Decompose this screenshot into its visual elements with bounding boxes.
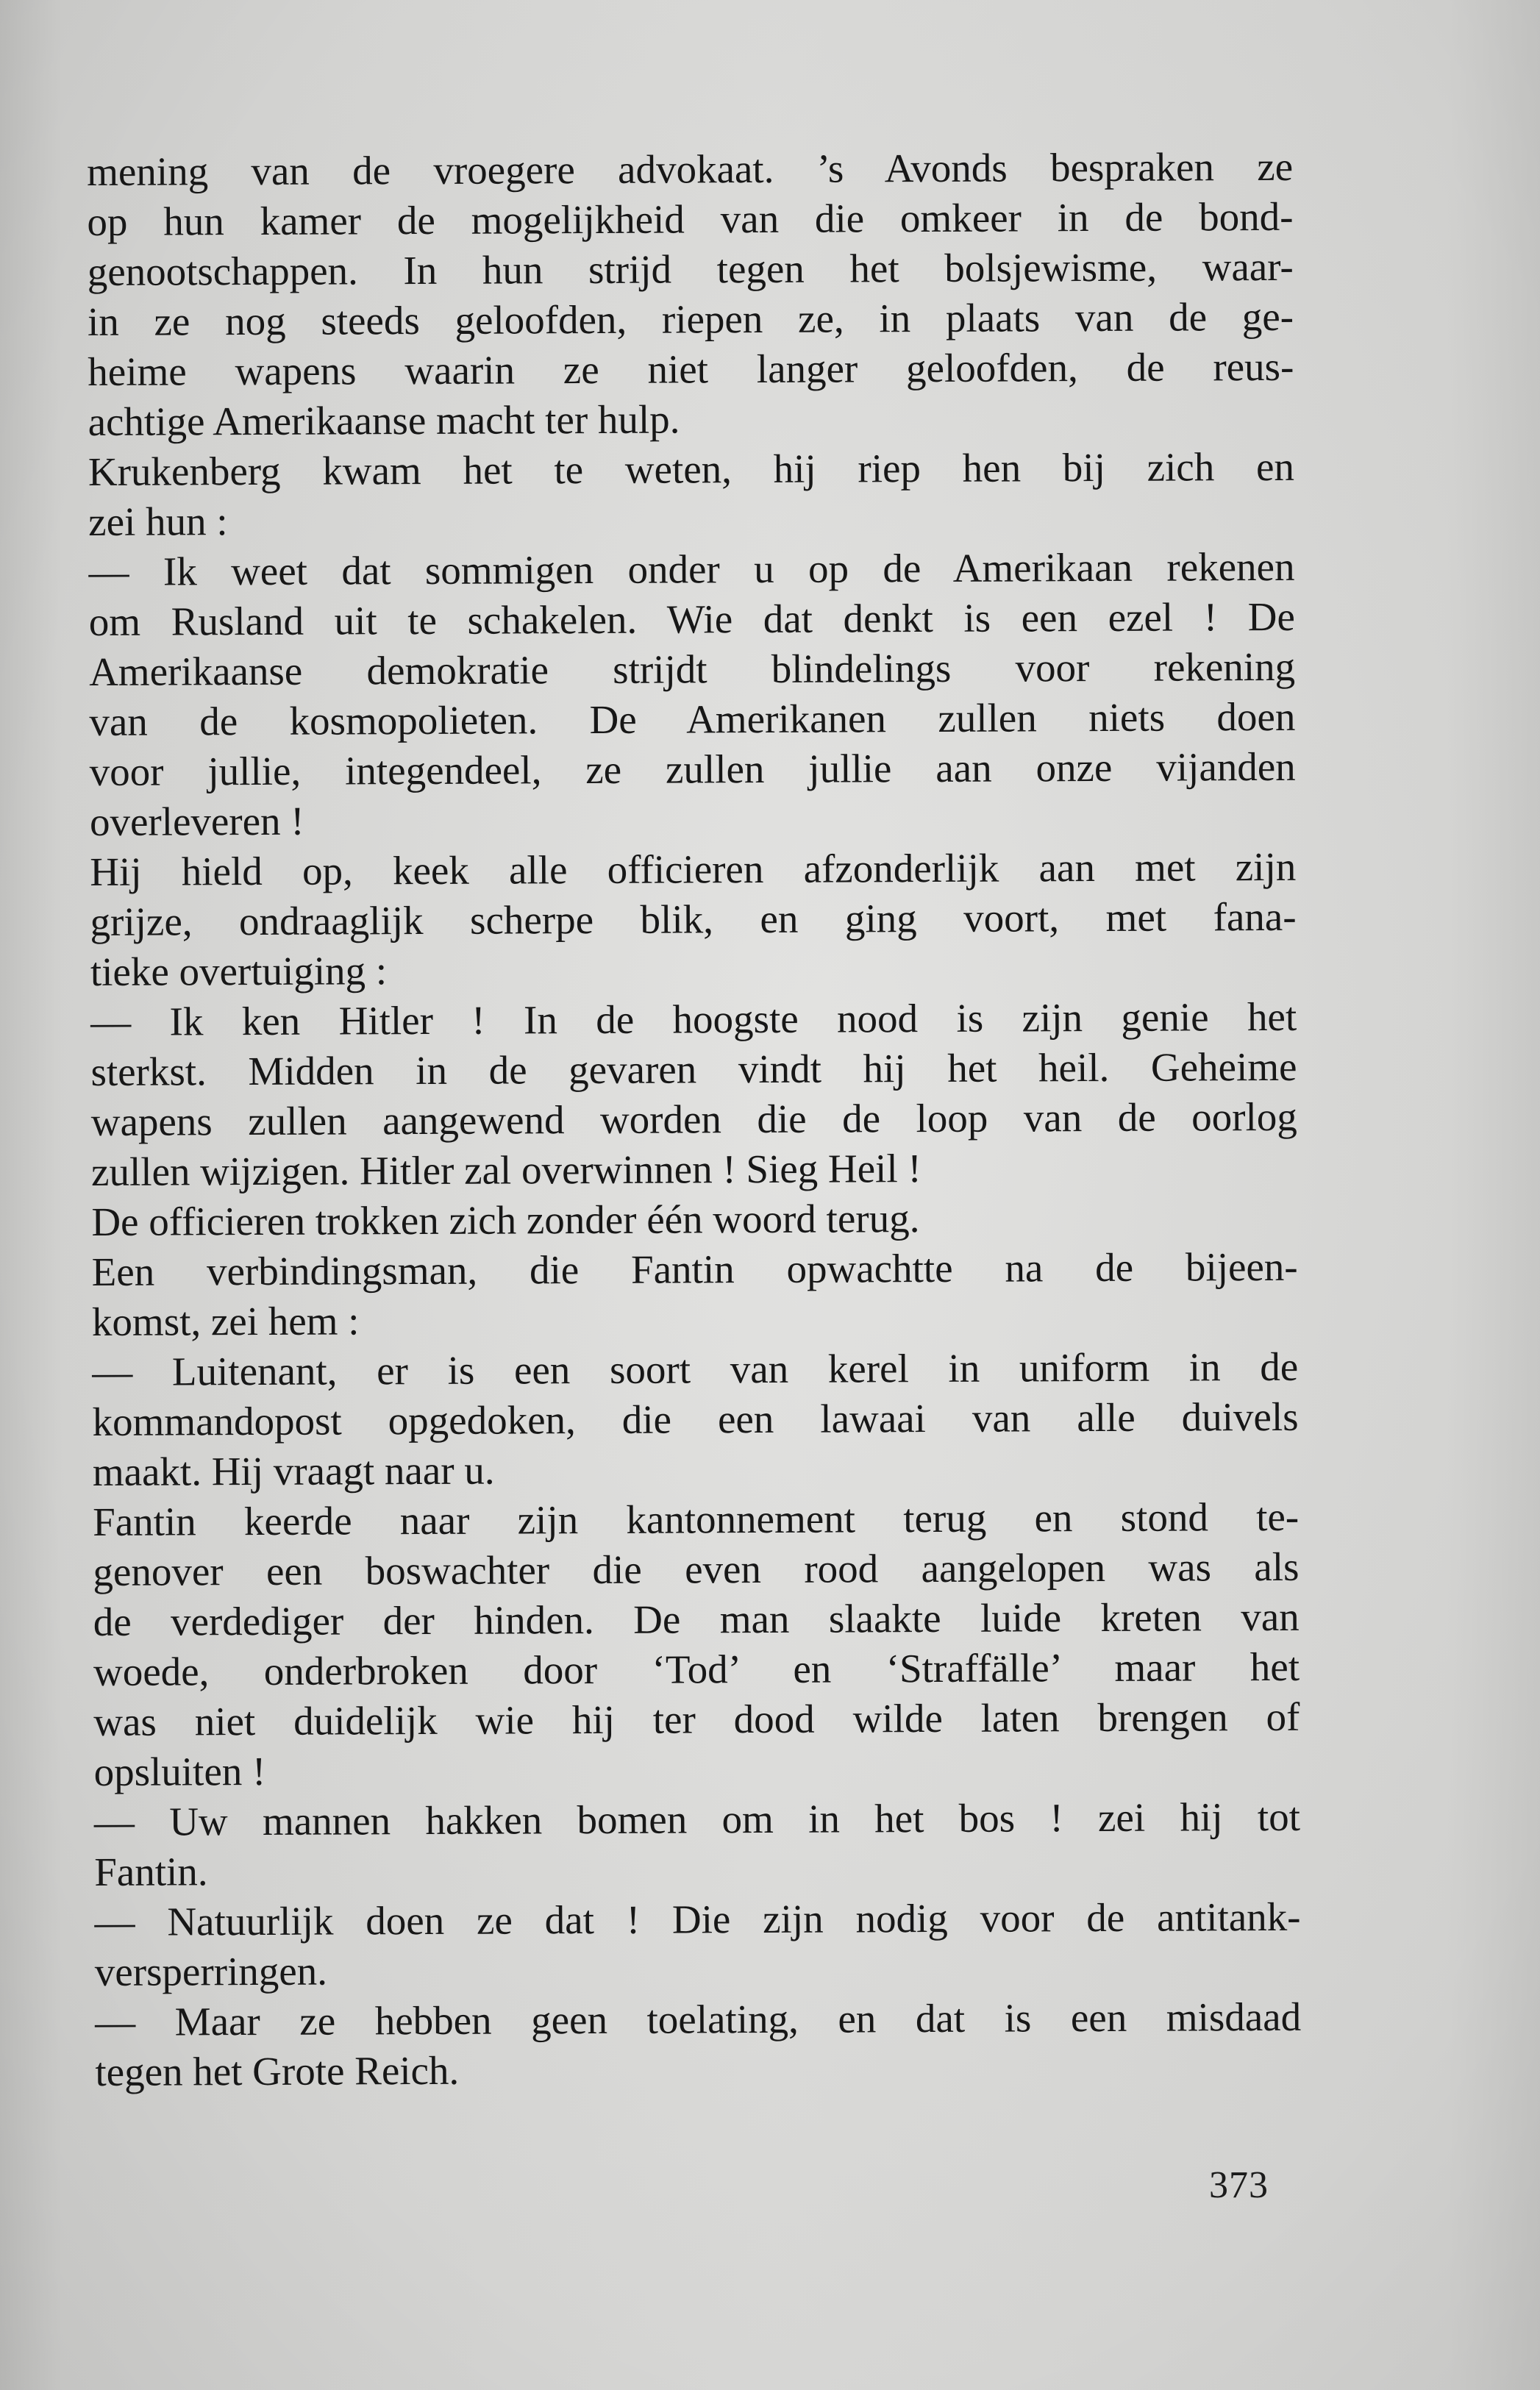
text-line: zei hun :: [88, 499, 228, 544]
text-line: voor jullie, integendeel, ze zullen jullie aan onze vijanden: [89, 743, 1296, 794]
text-line: komst, zei hem :: [91, 1298, 360, 1344]
text-line: achtige Amerikaanse macht ter hulp.: [88, 396, 680, 444]
text-line: Fantin.: [94, 1849, 208, 1894]
body-text: [87, 142, 1302, 2097]
text-line: tieke overtuiging :: [90, 948, 388, 994]
text-line: heime wapens waarin ze niet langer geloofden, de reus-: [88, 343, 1294, 394]
text-line: genootschappen. In hun strijd tegen het bolsjewisme, waar-: [87, 243, 1294, 294]
text-line: Krukenberg kwam het te weten, hij riep hen bij zich en: [88, 443, 1295, 494]
text-line: om Rusland uit te schakelen. Wie dat denkt is een ezel ! De: [88, 593, 1295, 644]
text-line: sterkst. Midden in de gevaren vindt hij het heil. Geheime: [90, 1044, 1297, 1094]
text-line: de verdediger der hinden. De man slaakte luide kreten van: [93, 1594, 1300, 1644]
text-line: — Maar ze hebben geen toelating, en dat is een misdaad: [94, 1994, 1302, 2044]
text-line: — Ik weet dat sommigen onder u op de Amerikaan rekenen: [88, 543, 1295, 594]
text-line: overleveren !: [89, 798, 304, 844]
text-line: woede, onderbroken door ‘Tod’ en ‘Straffälle’ maar het: [93, 1644, 1300, 1694]
text-line: Een verbindingsman, die Fantin opwachtte na de bijeen-: [91, 1244, 1298, 1294]
text-line: op hun kamer de mogelijkheid van die omkeer in de bond-: [87, 193, 1294, 244]
text-line: tegen het Grote Reich.: [95, 2047, 460, 2094]
page-number: 373: [1209, 2164, 1269, 2206]
text-line: opsluiten !: [93, 1748, 266, 1794]
text-line: Amerikaanse demokratie strijdt blindelings voor rekening: [88, 643, 1296, 694]
text-line: kommandopost opgedoken, die een lawaai van alle duivels: [92, 1394, 1299, 1444]
text-line: van de kosmopolieten. De Amerikanen zullen niets doen: [89, 693, 1296, 744]
text-line: genover een boswachter die even rood aangelopen was als: [93, 1544, 1300, 1594]
text-line: Hij hield op, keek alle officieren afzonderlijk aan met zijn: [90, 843, 1297, 894]
text-line: versperringen.: [94, 1948, 328, 1994]
text-line: was niet duidelijk wie hij ter dood wilde laten brengen of: [93, 1694, 1300, 1744]
text-line: De officieren trokken zich zonder één woord terug.: [91, 1196, 920, 1244]
text-line: — Natuurlijk doen ze dat ! Die zijn nodig voor de antitank-: [94, 1894, 1301, 1944]
text-line: in ze nog steeds geloofden, riepen ze, in plaats van de ge-: [87, 293, 1294, 344]
text-line: maakt. Hij vraagt naar u.: [92, 1447, 495, 1494]
text-line: zullen wijzigen. Hitler zal overwinnen ! Sieg Heil !: [90, 1146, 921, 1194]
text-line: — Ik ken Hitler ! In de hoogste nood is zijn genie het: [90, 994, 1297, 1044]
text-line: — Luitenant, er is een soort van kerel in uniform in de: [92, 1344, 1299, 1394]
text-line: grijze, ondraaglijk scherpe blik, en ging voort, met fana-: [90, 893, 1297, 944]
text-line: — Uw mannen hakken bomen om in het bos ! zei hij tot: [93, 1794, 1301, 1844]
text-line: mening van de vroegere advokaat. ’s Avonds bespraken ze: [87, 143, 1294, 194]
text-line: wapens zullen aangewend worden die de loop van de oorlog: [90, 1094, 1297, 1144]
text-line: Fantin keerde naar zijn kantonnement terug en stond te-: [93, 1494, 1300, 1544]
